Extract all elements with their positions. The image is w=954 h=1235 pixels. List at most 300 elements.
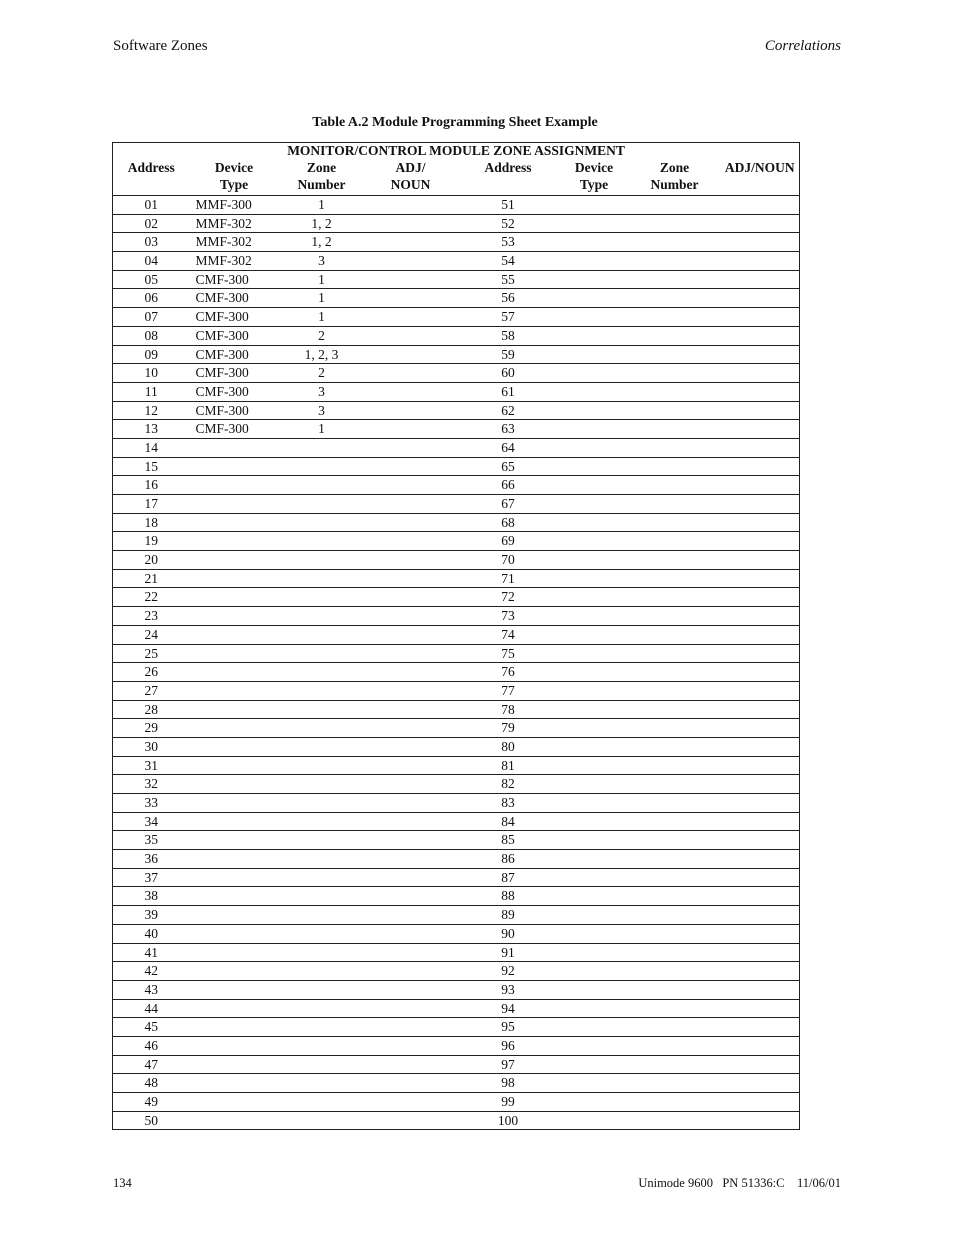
- table-cell: 83: [457, 794, 560, 813]
- column-header: [190, 159, 279, 196]
- table-row: [113, 476, 800, 495]
- table-cell: [560, 1074, 629, 1093]
- table-cell: [721, 233, 800, 252]
- table-cell: 52: [457, 214, 560, 233]
- table-cell: 74: [457, 625, 560, 644]
- table-cell: 64: [457, 438, 560, 457]
- table-cell: 26: [113, 663, 190, 682]
- table-cell: [560, 607, 629, 626]
- table-cell: [560, 495, 629, 514]
- table-cell: [279, 700, 365, 719]
- table-cell: [629, 438, 721, 457]
- table-row: [113, 607, 800, 626]
- table-cell: 01: [113, 196, 190, 215]
- table-cell: [365, 364, 457, 383]
- table-cell: 36: [113, 850, 190, 869]
- table-cell: [560, 812, 629, 831]
- table-row: [113, 681, 800, 700]
- table-cell: [560, 1093, 629, 1112]
- table-cell: [365, 326, 457, 345]
- table-cell: 04: [113, 252, 190, 271]
- table-cell: [721, 812, 800, 831]
- table-cell: 28: [113, 700, 190, 719]
- table-cell: [560, 476, 629, 495]
- table-cell: 1: [279, 270, 365, 289]
- table-cell: [721, 476, 800, 495]
- table-cell: [721, 532, 800, 551]
- table-cell: [365, 831, 457, 850]
- table-row: [113, 850, 800, 869]
- table-cell: 73: [457, 607, 560, 626]
- table-cell: 55: [457, 270, 560, 289]
- table-row: [113, 831, 800, 850]
- table-cell: 85: [457, 831, 560, 850]
- table-cell: [560, 438, 629, 457]
- table-row: [113, 663, 800, 682]
- table-cell: [279, 831, 365, 850]
- table-cell: 24: [113, 625, 190, 644]
- table-cell: [629, 1018, 721, 1037]
- table-cell: 33: [113, 794, 190, 813]
- table-cell: [190, 607, 279, 626]
- table-cell: [721, 681, 800, 700]
- table-cell: [721, 513, 800, 532]
- table-cell: [629, 887, 721, 906]
- table-cell: [629, 551, 721, 570]
- table-cell: [629, 831, 721, 850]
- table-cell: [721, 700, 800, 719]
- table-cell: [560, 794, 629, 813]
- table-cell: [365, 252, 457, 271]
- table-row: [113, 906, 800, 925]
- table-cell: [629, 1093, 721, 1112]
- table-cell: [721, 1093, 800, 1112]
- table-cell: [721, 756, 800, 775]
- table-cell: [629, 569, 721, 588]
- table-cell: [365, 1036, 457, 1055]
- table-cell: [560, 775, 629, 794]
- table-cell: 03: [113, 233, 190, 252]
- table-cell: [721, 457, 800, 476]
- table-row: [113, 700, 800, 719]
- table-cell: [190, 962, 279, 981]
- column-header-line: Type: [219, 177, 249, 192]
- table-cell: [279, 868, 365, 887]
- table-cell: CMF-300: [190, 345, 279, 364]
- column-header-line: Device: [574, 160, 614, 175]
- table-cell: [560, 831, 629, 850]
- table-cell: [721, 794, 800, 813]
- table-cell: [629, 719, 721, 738]
- table-cell: [279, 588, 365, 607]
- table-cell: [279, 980, 365, 999]
- table-cell: [629, 364, 721, 383]
- table-row: [113, 999, 800, 1018]
- table-row: [113, 1036, 800, 1055]
- table-cell: [365, 663, 457, 682]
- table-cell: CMF-300: [190, 420, 279, 439]
- table-cell: [560, 1111, 629, 1130]
- table-cell: [629, 924, 721, 943]
- table-row: [113, 1111, 800, 1130]
- table-cell: 86: [457, 850, 560, 869]
- table-cell: [365, 943, 457, 962]
- table-cell: [560, 233, 629, 252]
- table-cell: [190, 1074, 279, 1093]
- table-cell: [279, 999, 365, 1018]
- table-cell: [629, 457, 721, 476]
- table-cell: [190, 719, 279, 738]
- table-cell: 08: [113, 326, 190, 345]
- table-cell: 1, 2: [279, 233, 365, 252]
- table-cell: 38: [113, 887, 190, 906]
- table-cell: [365, 233, 457, 252]
- table-cell: [629, 663, 721, 682]
- table-cell: [629, 737, 721, 756]
- table-cell: 41: [113, 943, 190, 962]
- table-cell: 25: [113, 644, 190, 663]
- table-cell: [629, 345, 721, 364]
- table-cell: [190, 1055, 279, 1074]
- column-header: [365, 159, 457, 196]
- table-cell: [629, 943, 721, 962]
- table-cell: [629, 681, 721, 700]
- table-cell: [560, 532, 629, 551]
- table-cell: [365, 681, 457, 700]
- table-cell: [190, 1111, 279, 1130]
- table-cell: 39: [113, 906, 190, 925]
- table-row: [113, 868, 800, 887]
- table-cell: [629, 196, 721, 215]
- table-cell: 76: [457, 663, 560, 682]
- table-cell: [721, 924, 800, 943]
- table-cell: [721, 906, 800, 925]
- table-row: [113, 980, 800, 999]
- table-row: [113, 214, 800, 233]
- table-cell: [279, 438, 365, 457]
- table-cell: 05: [113, 270, 190, 289]
- table-cell: [365, 196, 457, 215]
- column-header: [279, 159, 365, 196]
- table-cell: [560, 868, 629, 887]
- table-cell: 15: [113, 457, 190, 476]
- table-cell: [279, 607, 365, 626]
- table-cell: [721, 308, 800, 327]
- table-cell: [279, 625, 365, 644]
- table-cell: 88: [457, 887, 560, 906]
- table-row: [113, 364, 800, 383]
- table-cell: 44: [113, 999, 190, 1018]
- table-cell: 92: [457, 962, 560, 981]
- table-cell: [365, 270, 457, 289]
- table-cell: [279, 962, 365, 981]
- table-cell: [629, 980, 721, 999]
- table-cell: 70: [457, 551, 560, 570]
- table-cell: CMF-300: [190, 401, 279, 420]
- table-cell: 1, 2: [279, 214, 365, 233]
- table-cell: [629, 625, 721, 644]
- table-cell: [560, 943, 629, 962]
- table-cell: 90: [457, 924, 560, 943]
- table-cell: 89: [457, 906, 560, 925]
- table-cell: [190, 457, 279, 476]
- table-cell: [190, 999, 279, 1018]
- table-cell: [560, 457, 629, 476]
- table-cell: 58: [457, 326, 560, 345]
- table-cell: [629, 999, 721, 1018]
- table-cell: [365, 868, 457, 887]
- table-cell: [721, 1055, 800, 1074]
- table-cell: 29: [113, 719, 190, 738]
- table-cell: 22: [113, 588, 190, 607]
- table-cell: 13: [113, 420, 190, 439]
- table-cell: 40: [113, 924, 190, 943]
- table-cell: [560, 364, 629, 383]
- table-cell: [560, 588, 629, 607]
- table-cell: 32: [113, 775, 190, 794]
- table-cell: 93: [457, 980, 560, 999]
- table-row: [113, 308, 800, 327]
- table-cell: [190, 737, 279, 756]
- table-cell: [560, 906, 629, 925]
- table-row: [113, 233, 800, 252]
- table-cell: 19: [113, 532, 190, 551]
- table-row: [113, 569, 800, 588]
- table-cell: [365, 719, 457, 738]
- table-cell: [560, 513, 629, 532]
- table-cell: 59: [457, 345, 560, 364]
- table-cell: [721, 569, 800, 588]
- table-cell: [560, 924, 629, 943]
- table-cell: 87: [457, 868, 560, 887]
- table-cell: [190, 513, 279, 532]
- table-cell: [279, 1018, 365, 1037]
- table-cell: [279, 663, 365, 682]
- table-cell: [560, 551, 629, 570]
- table-cell: 77: [457, 681, 560, 700]
- table-cell: 57: [457, 308, 560, 327]
- table-cell: [279, 551, 365, 570]
- table-cell: [629, 476, 721, 495]
- table-row: [113, 438, 800, 457]
- table-cell: [190, 980, 279, 999]
- table-cell: 17: [113, 495, 190, 514]
- table-cell: [279, 495, 365, 514]
- table-cell: [190, 943, 279, 962]
- table-cell: 23: [113, 607, 190, 626]
- table-row: [113, 924, 800, 943]
- table-cell: [279, 887, 365, 906]
- table-row: [113, 495, 800, 514]
- table-cell: [629, 1055, 721, 1074]
- table-caption: Table A.2 Module Programming Sheet Example: [312, 115, 598, 130]
- table-cell: [629, 289, 721, 308]
- table-cell: [365, 532, 457, 551]
- table-cell: [365, 551, 457, 570]
- table-cell: 42: [113, 962, 190, 981]
- table-cell: 37: [113, 868, 190, 887]
- table-cell: [279, 513, 365, 532]
- table-cell: [629, 382, 721, 401]
- table-cell: [560, 962, 629, 981]
- table-cell: [365, 457, 457, 476]
- table-cell: [190, 906, 279, 925]
- table-cell: [190, 887, 279, 906]
- table-cell: [190, 551, 279, 570]
- table-cell: 61: [457, 382, 560, 401]
- table-row: [113, 775, 800, 794]
- table-cell: [560, 289, 629, 308]
- table-cell: 49: [113, 1093, 190, 1112]
- table-cell: 35: [113, 831, 190, 850]
- table-cell: [721, 588, 800, 607]
- column-header-line: Address: [484, 160, 532, 175]
- table-row: [113, 289, 800, 308]
- table-cell: MMF-300: [190, 196, 279, 215]
- table-cell: [279, 1093, 365, 1112]
- table-cell: 94: [457, 999, 560, 1018]
- table-cell: [629, 812, 721, 831]
- table-cell: 43: [113, 980, 190, 999]
- table-cell: 2: [279, 364, 365, 383]
- table-cell: [629, 588, 721, 607]
- table-cell: [721, 943, 800, 962]
- table-cell: 56: [457, 289, 560, 308]
- table-cell: [365, 906, 457, 925]
- table-cell: 84: [457, 812, 560, 831]
- table-cell: 1, 2, 3: [279, 345, 365, 364]
- table-cell: [721, 345, 800, 364]
- column-header-line: NOUN: [390, 177, 431, 192]
- table-cell: [279, 681, 365, 700]
- table-cell: 68: [457, 513, 560, 532]
- table-cell: 07: [113, 308, 190, 327]
- table-cell: [560, 1036, 629, 1055]
- table-cell: [629, 906, 721, 925]
- table-row: [113, 943, 800, 962]
- table-cell: [365, 214, 457, 233]
- table-cell: 06: [113, 289, 190, 308]
- table-banner: MONITOR/CONTROL MODULE ZONE ASSIGNMENT: [113, 143, 800, 160]
- table-cell: [721, 831, 800, 850]
- table-cell: 63: [457, 420, 560, 439]
- table-cell: [721, 551, 800, 570]
- table-cell: [190, 588, 279, 607]
- table-cell: [560, 401, 629, 420]
- table-cell: 100: [457, 1111, 560, 1130]
- table-row: [113, 196, 800, 215]
- table-cell: [190, 644, 279, 663]
- column-header: [560, 159, 629, 196]
- table-cell: [279, 644, 365, 663]
- table-cell: [629, 308, 721, 327]
- table-cell: [190, 831, 279, 850]
- table-cell: 53: [457, 233, 560, 252]
- table-cell: [365, 775, 457, 794]
- table-row: [113, 794, 800, 813]
- table-cell: [721, 644, 800, 663]
- table-cell: [629, 962, 721, 981]
- table-cell: [560, 887, 629, 906]
- table-cell: 3: [279, 252, 365, 271]
- table-cell: [279, 943, 365, 962]
- table-cell: [721, 719, 800, 738]
- table-cell: [629, 513, 721, 532]
- table-cell: 3: [279, 401, 365, 420]
- table-cell: [560, 681, 629, 700]
- table-cell: [365, 887, 457, 906]
- table-cell: 60: [457, 364, 560, 383]
- table-cell: 66: [457, 476, 560, 495]
- table-row: [113, 1093, 800, 1112]
- table-row: [113, 962, 800, 981]
- column-header-line: Address: [127, 160, 175, 175]
- running-header-section: Software Zones: [113, 38, 208, 54]
- table-cell: 1: [279, 420, 365, 439]
- table-cell: 80: [457, 737, 560, 756]
- table-cell: 31: [113, 756, 190, 775]
- table-cell: [629, 270, 721, 289]
- table-cell: 1: [279, 289, 365, 308]
- table-cell: [721, 438, 800, 457]
- table-cell: [190, 756, 279, 775]
- table-cell: [560, 663, 629, 682]
- table-cell: [560, 569, 629, 588]
- column-header: [457, 159, 560, 196]
- module-programming-table: [112, 142, 800, 1130]
- table-cell: 45: [113, 1018, 190, 1037]
- table-cell: CMF-300: [190, 326, 279, 345]
- table-row: [113, 1074, 800, 1093]
- table-cell: [629, 233, 721, 252]
- table-cell: [560, 756, 629, 775]
- table-cell: [279, 1111, 365, 1130]
- table-cell: [721, 607, 800, 626]
- table-row: [113, 756, 800, 775]
- table-cell: 14: [113, 438, 190, 457]
- table-cell: [721, 364, 800, 383]
- table-cell: [365, 1055, 457, 1074]
- table-cell: CMF-300: [190, 308, 279, 327]
- table-cell: [560, 1055, 629, 1074]
- table-cell: [721, 214, 800, 233]
- table-cell: [629, 532, 721, 551]
- table-cell: [190, 681, 279, 700]
- table-cell: [190, 438, 279, 457]
- table-cell: [365, 569, 457, 588]
- table-cell: 16: [113, 476, 190, 495]
- table-cell: [560, 644, 629, 663]
- table-cell: 78: [457, 700, 560, 719]
- table-row: [113, 326, 800, 345]
- table-cell: 50: [113, 1111, 190, 1130]
- table-row: [113, 1055, 800, 1074]
- table-row: [113, 420, 800, 439]
- table-cell: 71: [457, 569, 560, 588]
- table-cell: [190, 476, 279, 495]
- table-cell: [365, 1018, 457, 1037]
- table-cell: [190, 495, 279, 514]
- table-cell: [279, 457, 365, 476]
- table-cell: CMF-300: [190, 382, 279, 401]
- table-cell: [629, 214, 721, 233]
- table-cell: [279, 1036, 365, 1055]
- table-row: [113, 382, 800, 401]
- table-cell: 2: [279, 326, 365, 345]
- table-cell: 02: [113, 214, 190, 233]
- table-cell: 62: [457, 401, 560, 420]
- table-cell: [721, 252, 800, 271]
